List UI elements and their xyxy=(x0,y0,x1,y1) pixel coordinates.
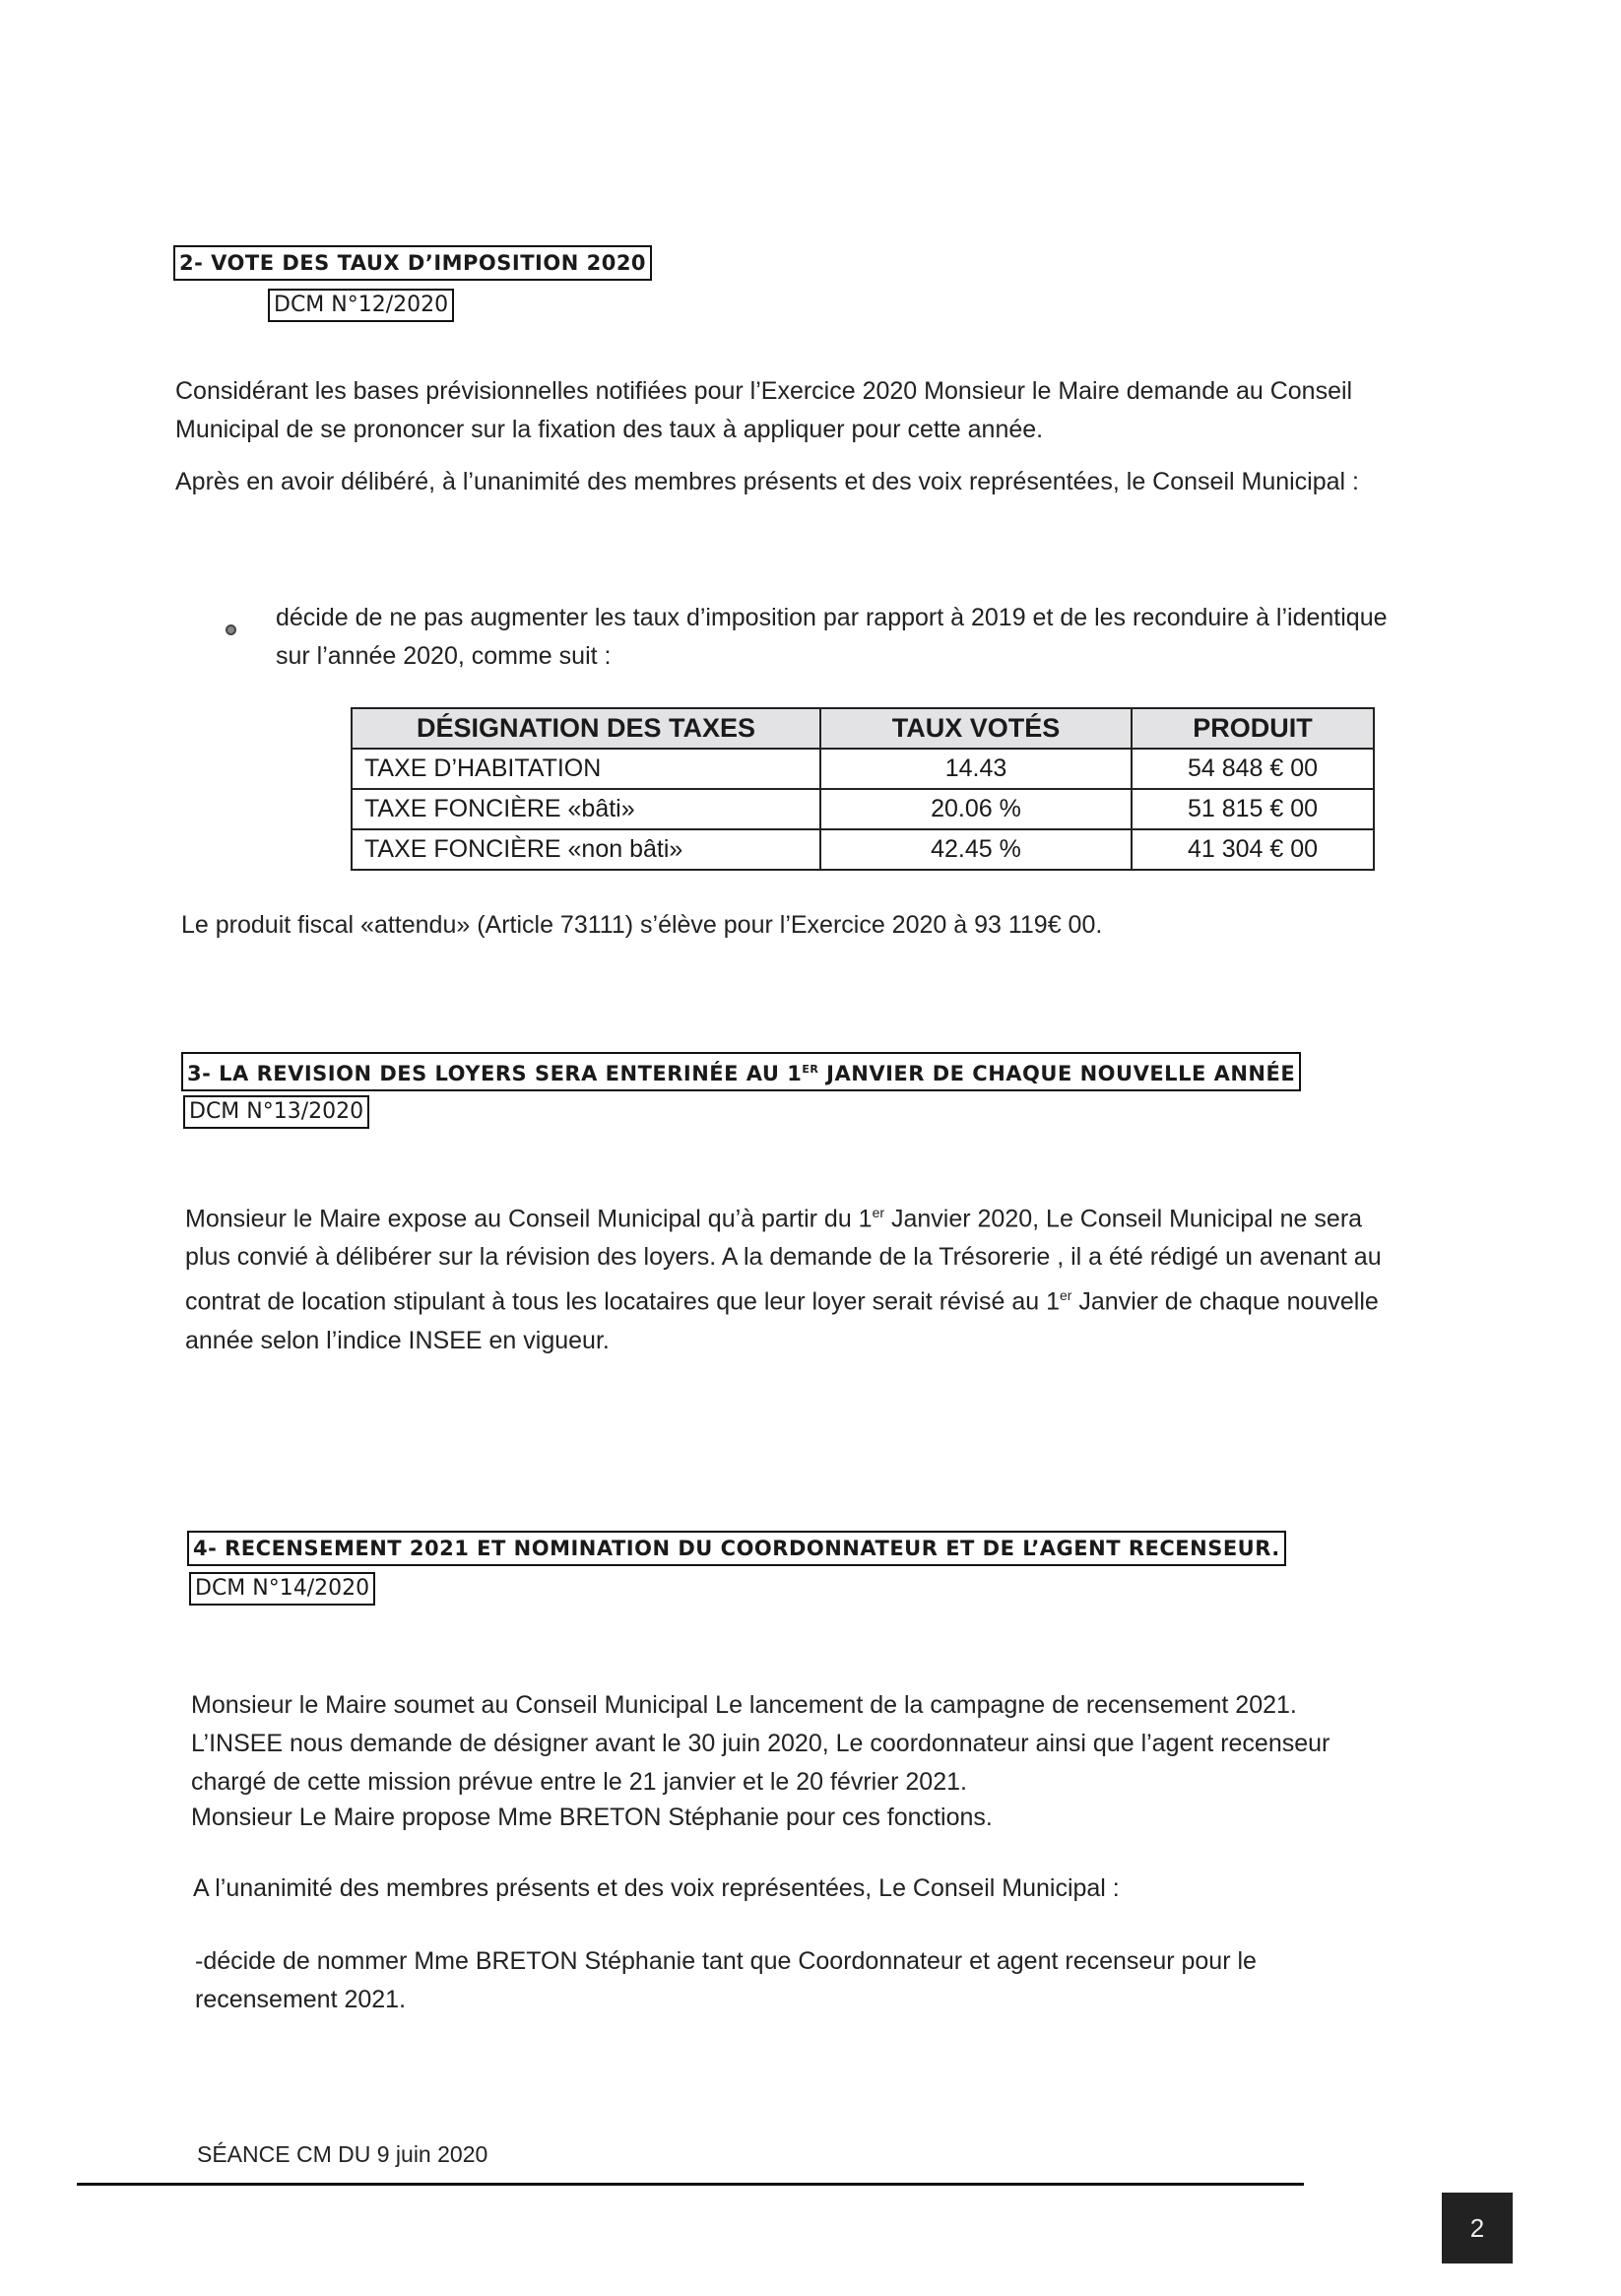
table-cell: 42.45 % xyxy=(820,829,1132,870)
table-cell: TAXE D’HABITATION xyxy=(352,749,820,789)
section-4-decision: -décide de nommer Mme BRETON Stéphanie tant que Coordonnateur et agent recenseur pour le recensement 2021. xyxy=(195,1947,1257,2013)
section-4-line-2: L’INSEE nous demande de désigner avant le 30 juin 2020, Le coordonnateur ainsi que l’agent recenseur xyxy=(191,1730,1330,1757)
section-3-text: Janvier de chaque nouvelle année selon l’indice INSEE en vigueur. xyxy=(185,1287,1379,1354)
section-3-title-part: JANVIER DE CHAQUE NOUVELLE ANNÉE xyxy=(818,1062,1296,1085)
table-row xyxy=(352,829,1374,870)
dcm-13-label: DCM N°13/2020 xyxy=(183,1095,369,1129)
table-header-cell: DÉSIGNATION DES TAXES xyxy=(352,708,820,749)
section-2-title: 2- VOTE DES TAUX D’IMPOSITION 2020 xyxy=(173,245,652,281)
section-4-title: 4- RECENSEMENT 2021 ET NOMINATION DU COORDONNATEUR ET DE L’AGENT RECENSEUR. xyxy=(187,1531,1286,1566)
table-cell: TAXE FONCIÈRE «non bâti» xyxy=(352,829,820,870)
table-cell: 54 848 € 00 xyxy=(1132,749,1374,789)
page-number: 2 xyxy=(1442,2193,1513,2263)
section-3-text: Monsieur le Maire expose au Conseil Municipal qu’à partir du 1 xyxy=(185,1205,873,1233)
dcm-12-label: DCM N°12/2020 xyxy=(268,289,454,322)
table-cell: 41 304 € 00 xyxy=(1132,829,1374,870)
section-2-bullet-text: décide de ne pas augmenter les taux d’imposition par rapport à 2019 et de les reconduire à l’identique sur l’année 2020, comme suit : xyxy=(276,604,1388,670)
section-4-unanimite: A l’unanimité des membres présents et des voix représentées, Le Conseil Municipal : xyxy=(193,1874,1120,1902)
dcm-14-label: DCM N°14/2020 xyxy=(189,1572,375,1606)
section-2-paragraph-2: Après en avoir délibéré, à l’unanimité des membres présents et des voix représentées, le Conseil Municipal : xyxy=(175,468,1359,495)
superscript: er xyxy=(872,1205,885,1220)
table-cell: 20.06 % xyxy=(820,789,1132,829)
superscript: er xyxy=(1060,1287,1072,1304)
section-3-text: Janvier 2020, Le Conseil Municipal ne sera plus convié à délibérer sur la révision des loyers. A la demande de la Trésorerie , il a été rédigé un avenant au contrat de location stipulant à tous les locataires que leur loyer serait révisé au 1 xyxy=(185,1205,1382,1316)
section-4-line-4: Monsieur Le Maire propose Mme BRETON Stéphanie pour ces fonctions. xyxy=(191,1804,993,1831)
table-row xyxy=(352,789,1374,829)
section-3-title-part: 3- LA REVISION DES LOYERS SERA ENTERINÉE AU 1 xyxy=(187,1062,803,1085)
table-cell: 14.43 xyxy=(820,749,1132,789)
table-header-cell: PRODUIT xyxy=(1132,708,1374,749)
footer-rule xyxy=(77,2183,1304,2186)
table-row xyxy=(352,749,1374,789)
tax-rates-table xyxy=(351,707,1375,871)
table-cell: 51 815 € 00 xyxy=(1132,789,1374,829)
table-header-row xyxy=(352,708,1374,749)
table-cell: TAXE FONCIÈRE «bâti» xyxy=(352,789,820,829)
section-4-line-1: Monsieur le Maire soumet au Conseil Municipal Le lancement de la campagne de recensement 2021. xyxy=(191,1691,1297,1719)
bullet-dot-icon xyxy=(226,624,236,635)
seance-date: SÉANCE CM DU 9 juin 2020 xyxy=(197,2141,488,2167)
section-3-title xyxy=(181,1052,1301,1091)
section-3-paragraph xyxy=(185,1194,1406,1360)
table-header-cell: TAUX VOTÉS xyxy=(820,708,1132,749)
produit-fiscal-text: Le produit fiscal «attendu» (Article 73111) s’élève pour l’Exercice 2020 à 93 119€ 00. xyxy=(181,911,1103,939)
section-3-title-sup: ER xyxy=(802,1063,819,1076)
section-4-line-3: chargé de cette mission prévue entre le 21 janvier et le 20 février 2021. xyxy=(191,1768,967,1796)
section-2-paragraph-1: Considérant les bases prévisionnelles notifiées pour l’Exercice 2020 Monsieur le Maire demande au Conseil Municipal de se prononcer sur la fixation des taux à appliquer pour cette année. xyxy=(175,377,1353,443)
